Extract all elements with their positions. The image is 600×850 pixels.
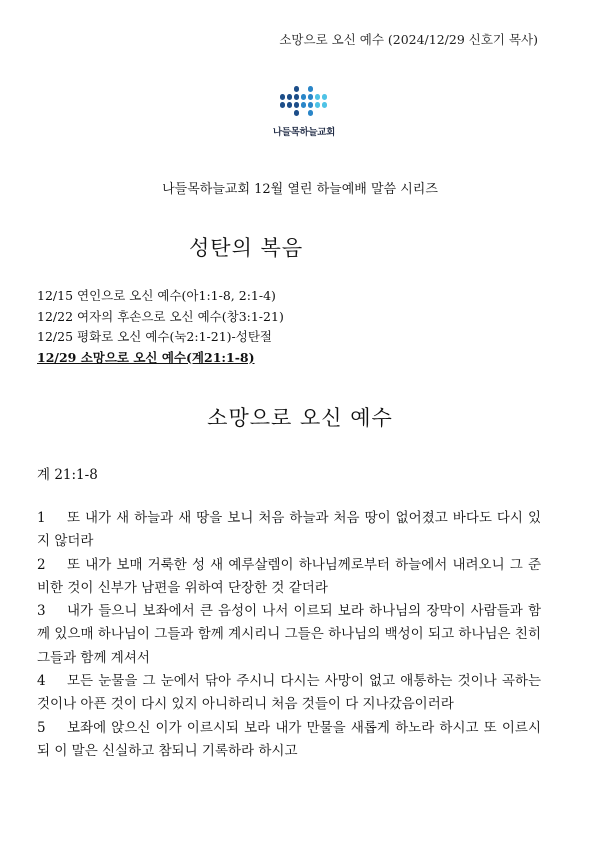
logo-text: 나들목하늘교회 xyxy=(272,127,336,138)
verse xyxy=(37,717,541,764)
scripture-reference: 계 21:1-8 xyxy=(37,467,98,483)
sermon-title: 소망으로 오신 예수 xyxy=(207,406,393,430)
verse-number: 4 xyxy=(37,673,46,690)
verse-text: 보좌에 앉으신 이가 이르시되 보라 내가 만물을 새롭게 하노라 하시고 또 이르시되 이 말은 신실하고 참되니 기록하라 하시고 xyxy=(37,719,541,759)
header-sermon-info: 소망으로 오신 예수 (2024/12/29 신호기 목사) xyxy=(279,32,538,47)
verse xyxy=(37,670,541,717)
verse-number: 2 xyxy=(37,556,46,573)
church-logo xyxy=(259,84,349,138)
verse-number: 3 xyxy=(37,603,46,620)
schedule-item: 12/15 연인으로 오신 예수(아1:1-8, 2:1-4) xyxy=(37,288,276,303)
verse-number: 1 xyxy=(37,510,46,526)
schedule-item-current: 12/29 소망으로 오신 예수(계21:1-8) xyxy=(37,349,255,365)
verse-text: 모든 눈물을 그 눈에서 닦아 주시니 다시는 사망이 없고 애통하는 것이나 곡하는 것이나 아픈 것이 다시 있지 아니하리니 처음 것들이 다 지나갔음이러라 xyxy=(37,673,541,713)
sermon-schedule-list xyxy=(37,286,284,368)
verse xyxy=(37,600,541,670)
theme-title: 성탄의 복음 xyxy=(189,236,304,260)
verse-text: 또 내가 새 하늘과 새 땅을 보니 처음 하늘과 처음 땅이 없어졌고 바다도 다시 있지 않더라 xyxy=(37,510,541,550)
verse-text: 또 내가 보매 거룩한 성 새 예루살렘이 하나님께로부터 하늘에서 내려오니 그 준비한 것이 신부가 남편을 위하여 단장한 것 같더라 xyxy=(37,556,541,596)
logo-dots-icon xyxy=(278,84,330,118)
verse xyxy=(37,507,541,554)
verse-number: 5 xyxy=(37,719,46,736)
verse xyxy=(37,554,541,601)
series-title: 나들목하늘교회 12월 열린 하늘예배 말씀 시리즈 xyxy=(162,182,438,197)
verse-text: 내가 들으니 보좌에서 큰 음성이 나서 이르되 보라 하나님의 장막이 사람들과 함께 있으매 하나님이 그들과 함께 계시리니 그들은 하나님의 백성이 되고 하나님은 친히 그들과 함께 계셔서 xyxy=(37,603,541,666)
schedule-item: 12/25 평화로 오신 예수(눅2:1-21)-성탄절 xyxy=(37,329,272,344)
schedule-item: 12/22 여자의 후손으로 오신 예수(창3:1-21) xyxy=(37,308,284,324)
scripture-text xyxy=(37,507,541,763)
